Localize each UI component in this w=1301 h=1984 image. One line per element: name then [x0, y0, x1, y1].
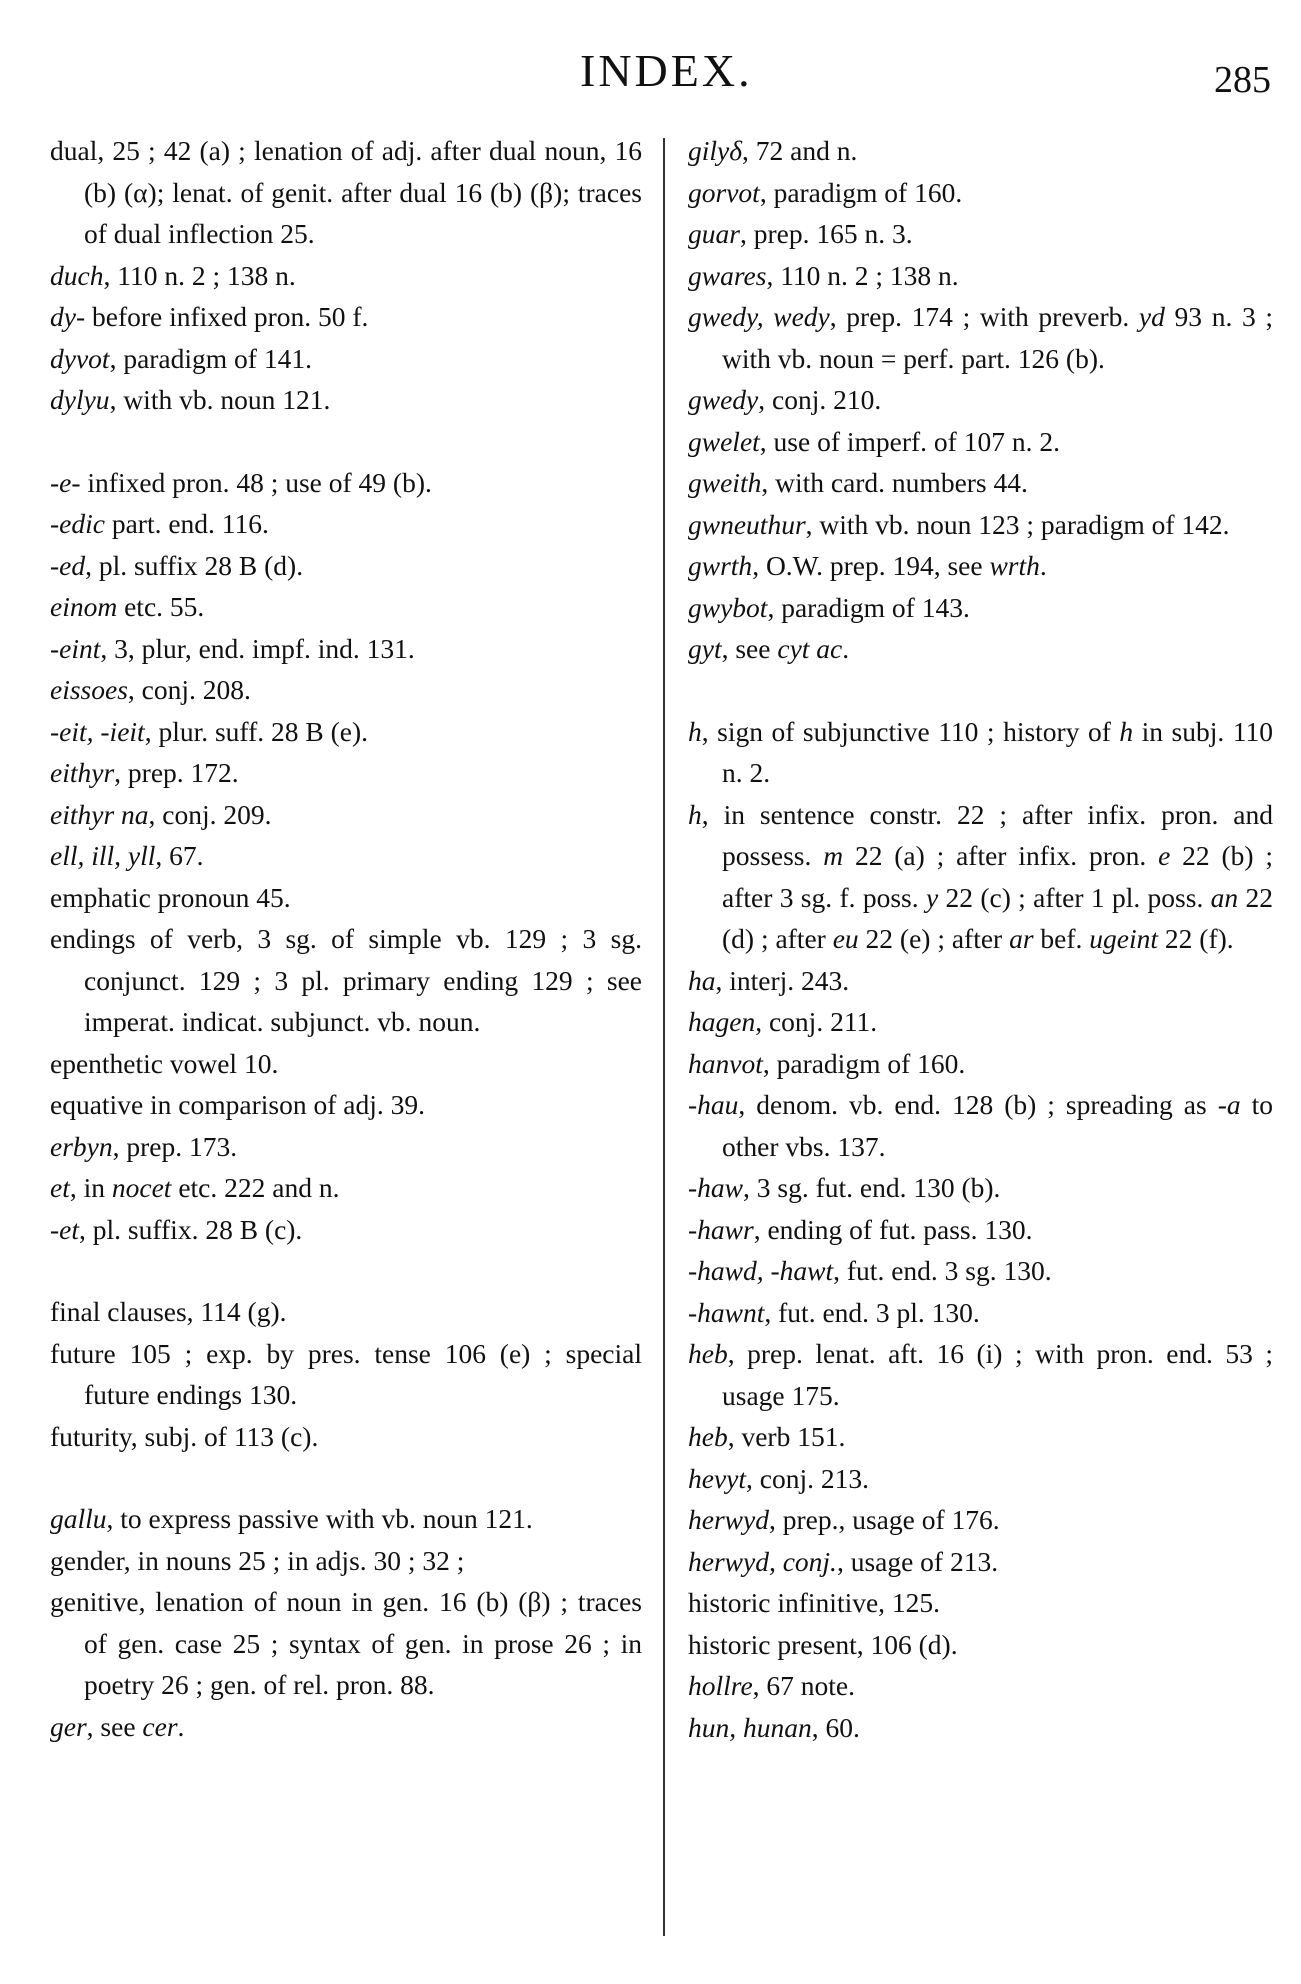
index-term-italic: -haw — [688, 1172, 743, 1203]
index-text: . — [177, 1710, 185, 1742]
index-text: , prep. lenat. aft. 16 (i) ; with pron. end. 53 ; usage 175. — [722, 1338, 1273, 1411]
index-entry — [688, 1582, 1273, 1624]
index-entry — [50, 752, 642, 794]
index-entry — [50, 1706, 642, 1748]
index-text: , to express passive with vb. noun 121. — [106, 1503, 533, 1534]
index-term-italic: dyvot — [50, 342, 110, 374]
index-entry — [50, 1333, 642, 1416]
index-entry — [688, 504, 1273, 546]
index-entry — [50, 1084, 642, 1126]
index-text: , sign of subjunctive 110 ; history of — [701, 715, 1120, 747]
index-term-italic: gwrth — [688, 550, 753, 581]
index-entry — [688, 1499, 1273, 1541]
index-text: , with vb. noun 123 ; paradigm of 142. — [805, 508, 1230, 540]
index-term-italic: heb — [688, 1421, 728, 1452]
index-term-italic: dy- — [50, 301, 86, 332]
index-text: , denom. vb. end. 128 (b) ; spreading as — [738, 1089, 1218, 1120]
index-entry — [688, 255, 1273, 297]
index-text: etc. 55. — [117, 591, 205, 622]
index-text: , verb 151. — [727, 1421, 846, 1452]
index-entry — [50, 503, 642, 545]
index-entry — [50, 1540, 642, 1582]
index-text: to other vbs. 137. — [722, 1089, 1274, 1162]
index-text: , see — [721, 633, 778, 664]
index-entry — [50, 545, 642, 587]
index-text: emphatic pronoun 45. — [50, 881, 291, 913]
section-gap — [50, 1250, 642, 1291]
index-text: , conj. 209. — [148, 798, 272, 830]
index-text: , with card. numbers 44. — [761, 467, 1028, 498]
index-entry — [688, 1458, 1273, 1500]
index-term-italic: gyt — [688, 633, 722, 664]
index-term-italic: an — [1210, 881, 1239, 913]
index-term-italic: m — [823, 840, 844, 871]
index-term-italic: gallu — [50, 1503, 107, 1534]
index-term-italic: -hawr — [688, 1213, 754, 1245]
index-text: , in — [69, 1172, 112, 1203]
index-entry — [50, 1167, 642, 1209]
index-text: , 67 note. — [752, 1670, 856, 1701]
index-term-italic: -edic — [50, 508, 105, 539]
index-term-italic: -hau — [688, 1089, 739, 1120]
index-entry — [50, 1291, 642, 1333]
index-text: , in sentence constr. 22 ; after infix. pron. and possess. — [701, 798, 1273, 871]
index-entry — [50, 877, 642, 919]
index-text: , conj. 210. — [758, 384, 882, 415]
index-text: , usage of 213. — [836, 1545, 999, 1577]
index-entry — [50, 130, 642, 255]
index-entry — [50, 586, 642, 628]
index-term-italic: dylyu — [50, 384, 110, 415]
index-entry — [688, 628, 1273, 670]
index-text: . — [1039, 550, 1047, 581]
index-entry — [688, 711, 1273, 794]
index-text: futurity, subj. of 113 (c). — [50, 1420, 319, 1452]
index-term-italic: ger — [50, 1710, 87, 1742]
index-text: epenthetic vowel 10. — [50, 1047, 279, 1079]
index-entry — [688, 130, 1273, 172]
index-entry — [50, 794, 642, 836]
index-text: genitive, lenation of noun in gen. 16 (b) (β) ; traces of gen. case 25 ; syntax of gen. in prose 26 ; in poetry 26 ; gen. of rel. pron. 88. — [50, 1586, 642, 1700]
index-term-italic: gwneuthur — [688, 508, 806, 540]
index-entry — [688, 1167, 1273, 1209]
index-term-italic: erbyn — [50, 1130, 113, 1162]
index-entry — [50, 296, 642, 338]
index-entry — [50, 1209, 642, 1251]
index-term-italic: eissoes — [50, 674, 128, 705]
index-entry — [50, 1498, 642, 1540]
index-entry — [688, 587, 1273, 629]
index-term-italic: cer — [142, 1710, 178, 1742]
index-entry — [50, 379, 642, 421]
index-term-italic: ell, ill, yll — [50, 840, 156, 871]
index-entry — [688, 172, 1273, 214]
index-entry — [688, 1043, 1273, 1085]
index-text: , pl. suffix. 28 B (c). — [79, 1213, 303, 1245]
index-entry — [688, 1333, 1273, 1416]
index-text: , prep., usage of 176. — [768, 1504, 1000, 1535]
index-term-italic: -e- — [50, 466, 81, 498]
index-text: future 105 ; exp. by pres. tense 106 (e) ; special future endings 130. — [50, 1337, 642, 1410]
index-entry — [50, 255, 642, 297]
index-text: , prep. 165 n. 3. — [739, 218, 913, 249]
index-text: , conj. 208. — [127, 674, 251, 705]
index-term-italic: cyt ac — [777, 633, 843, 664]
index-entry — [688, 1416, 1273, 1458]
index-text: before infixed pron. 50 f. — [85, 301, 369, 332]
index-entry — [688, 421, 1273, 463]
index-term-italic: gwybot — [688, 591, 768, 623]
index-text: , use of imperf. of 107 n. 2. — [759, 425, 1060, 457]
index-term-italic: hanvot — [688, 1047, 763, 1079]
index-term-italic: herwyd — [688, 1504, 769, 1535]
index-text: in subj. 110 n. 2. — [722, 715, 1273, 788]
index-text: , 72 and n. — [742, 135, 858, 166]
index-text: , 110 n. 2 ; 138 n. — [103, 259, 296, 291]
index-text: historic present, 106 (d). — [688, 1628, 958, 1660]
index-term-italic: hun, hunan — [688, 1711, 812, 1743]
index-entry — [688, 296, 1273, 379]
index-entry — [688, 794, 1273, 960]
index-text: gender, in nouns 25 ; in adjs. 30 ; 32 ; — [50, 1544, 465, 1576]
index-text: , paradigm of 141. — [109, 342, 312, 374]
index-text: infixed pron. 48 ; use of 49 (b). — [80, 466, 432, 498]
index-term-italic: h — [688, 715, 702, 747]
index-term-italic: gwedy — [688, 384, 759, 415]
index-term-italic: herwyd, conj. — [688, 1545, 837, 1577]
index-entry — [688, 1209, 1273, 1251]
index-entry — [50, 1416, 642, 1458]
index-text: , see — [86, 1710, 143, 1742]
index-text: , conj. 213. — [746, 1462, 869, 1494]
index-text: bef. — [1033, 923, 1090, 954]
index-term-italic: h — [1119, 715, 1134, 747]
index-term-italic: gwares — [688, 259, 767, 291]
index-term-italic: heb — [688, 1338, 728, 1369]
index-term-italic: gorvot — [688, 176, 760, 208]
index-text: , paradigm of 160. — [759, 176, 963, 208]
index-entry — [688, 379, 1273, 421]
page-header — [0, 40, 1301, 100]
index-column-right — [688, 130, 1273, 1748]
index-term-italic: hagen — [688, 1006, 756, 1037]
index-term-italic: eithyr — [50, 757, 115, 788]
index-entry — [50, 1581, 642, 1706]
index-text: , 3 sg. fut. end. 130 (b). — [743, 1172, 1001, 1203]
index-entry — [50, 628, 642, 670]
index-term-italic: eithyr na — [50, 798, 149, 830]
index-term-italic: gilyδ — [688, 135, 743, 166]
index-text: , ending of fut. pass. 130. — [753, 1213, 1033, 1245]
index-term-italic: wrth — [989, 550, 1040, 581]
index-text: 22 (d) ; after — [722, 881, 1274, 954]
index-term-italic: -et — [50, 1213, 80, 1245]
index-term-italic: ha — [688, 964, 716, 996]
index-term-italic: e — [1158, 840, 1171, 871]
index-entry — [50, 462, 642, 504]
index-text: , prep. 173. — [112, 1130, 238, 1162]
index-entry — [50, 1043, 642, 1085]
index-term-italic: gweith — [688, 467, 762, 498]
index-text: final clauses, 114 (g). — [50, 1296, 287, 1327]
index-text: , fut. end. 3 sg. 130. — [833, 1255, 1052, 1286]
section-gap — [50, 1457, 642, 1498]
index-term-italic: -eint — [50, 632, 101, 664]
index-term-italic: -hawd, -hawt — [688, 1255, 834, 1286]
index-text: , O.W. prep. 194, see — [752, 550, 990, 581]
index-entry — [688, 1541, 1273, 1583]
index-term-italic: gwelet — [688, 425, 760, 457]
index-entry — [688, 462, 1273, 504]
index-text: equative in comparison of adj. 39. — [50, 1089, 425, 1120]
index-term-italic: et — [50, 1172, 70, 1203]
section-gap — [50, 421, 642, 462]
index-entry — [50, 918, 642, 1043]
index-text: . — [842, 633, 850, 664]
index-text: , prep. 172. — [114, 757, 239, 788]
index-entry — [688, 960, 1273, 1002]
index-text: 22 (b) ; after 3 sg. f. poss. — [722, 840, 1273, 913]
index-text: , 60. — [811, 1711, 860, 1743]
index-entry — [688, 1665, 1273, 1707]
index-text: 22 (c) ; after 1 pl. poss. — [938, 881, 1211, 913]
index-term-italic: einom — [50, 591, 118, 622]
index-text: endings of verb, 3 sg. of simple vb. 129 ; 3 sg. conjunct. 129 ; 3 pl. primary ending 129 ; see imperat. indicat. subjunct. vb. noun. — [50, 923, 642, 1037]
index-text: , pl. suffix 28 B (d). — [85, 549, 304, 581]
index-term-italic: gwedy, wedy — [688, 301, 830, 332]
index-text: etc. 222 and n. — [171, 1172, 340, 1203]
index-text: , fut. end. 3 pl. 130. — [764, 1296, 980, 1328]
index-term-italic: hollre — [688, 1670, 753, 1701]
index-text: , 3, plur, end. impf. ind. 131. — [100, 632, 415, 664]
index-term-italic: h — [688, 798, 702, 830]
page-title: INDEX. — [580, 45, 753, 96]
index-entry — [688, 1707, 1273, 1749]
index-text: , prep. 174 ; with preverb. — [829, 301, 1139, 332]
index-text: dual, 25 ; 42 (a) ; lenation of adj. after dual noun, 16 (b) (α); lenat. of genit. after dual 16 (b) (β); traces of dual inflection 25. — [50, 135, 642, 249]
index-term-italic: nocet — [111, 1172, 172, 1203]
index-entry — [688, 213, 1273, 255]
index-text: , paradigm of 160. — [762, 1047, 966, 1079]
index-entry — [688, 1624, 1273, 1666]
column-divider — [663, 138, 665, 1936]
index-text: part. end. 116. — [104, 508, 269, 539]
index-entry — [50, 338, 642, 380]
index-term-italic: -eit, -ieit — [50, 715, 145, 747]
index-entry — [688, 1292, 1273, 1334]
index-term-italic: -a — [1217, 1089, 1241, 1120]
index-text: 93 n. 3 ; with vb. noun = perf. part. 126 (b). — [722, 301, 1274, 374]
index-text: 22 (f). — [1158, 923, 1234, 954]
index-entry — [688, 545, 1273, 587]
index-entry — [50, 711, 642, 753]
index-text: , conj. 211. — [755, 1006, 878, 1037]
index-term-italic: y — [925, 881, 939, 913]
index-term-italic: -hawnt — [688, 1296, 765, 1328]
index-text: , paradigm of 143. — [767, 591, 970, 623]
index-column-left — [50, 130, 642, 1747]
index-term-italic: yd — [1138, 301, 1165, 332]
index-text: , plur. suff. 28 B (e). — [144, 715, 368, 747]
index-text: , 110 n. 2 ; 138 n. — [766, 259, 959, 291]
index-text: , with vb. noun 121. — [109, 384, 331, 415]
index-term-italic: guar — [688, 218, 740, 249]
index-entry — [50, 835, 642, 877]
index-text: , interj. 243. — [715, 964, 850, 996]
index-text: historic infinitive, 125. — [688, 1587, 941, 1618]
index-term-italic: duch — [50, 259, 104, 291]
index-entry — [688, 1001, 1273, 1043]
index-entry — [688, 1084, 1273, 1167]
index-text: 22 (a) ; after infix. pron. — [843, 840, 1159, 871]
index-term-italic: eu — [832, 923, 859, 954]
index-term-italic: ugeint — [1089, 923, 1159, 954]
index-entry — [50, 1126, 642, 1168]
page-number: 285 — [1214, 59, 1271, 101]
index-term-italic: ar — [1009, 923, 1034, 954]
index-entry — [50, 669, 642, 711]
index-term-italic: -ed — [50, 549, 86, 581]
index-text: 22 (e) ; after — [858, 923, 1010, 954]
section-gap — [688, 670, 1273, 711]
index-text: , 67. — [155, 840, 204, 871]
index-entry — [688, 1250, 1273, 1292]
index-term-italic: hevyt — [688, 1462, 747, 1494]
